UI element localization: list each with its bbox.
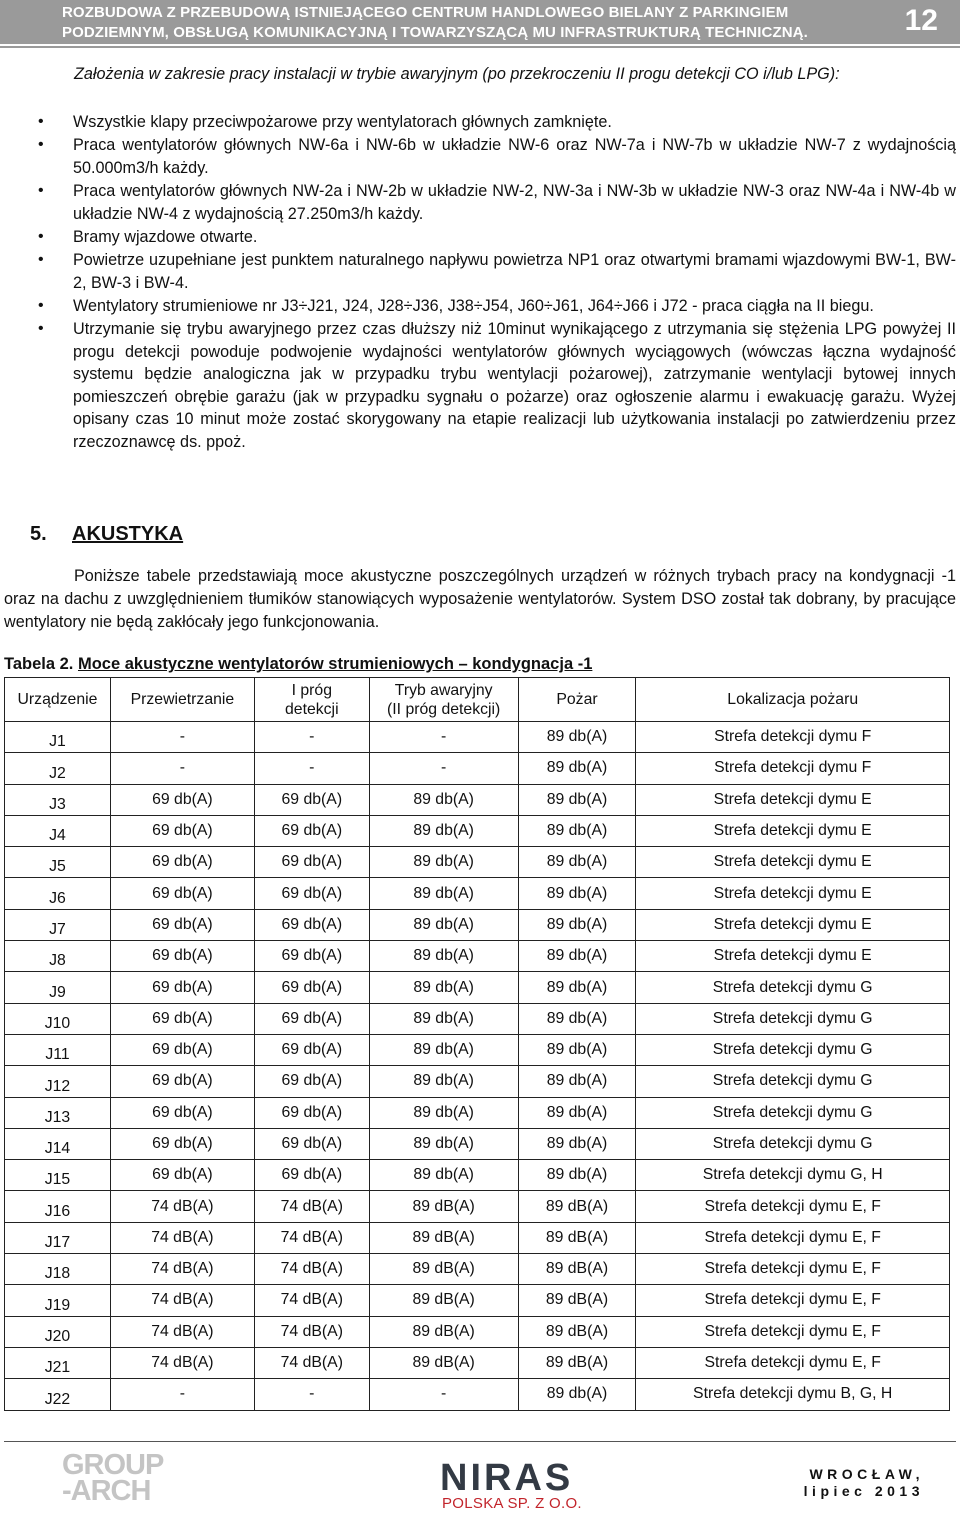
footer-date: lipiec 2013: [803, 1483, 924, 1499]
table-cell: 74 dB(A): [254, 1191, 369, 1222]
section-intro-text: Poniższe tabele przedstawiają moce akustyczne poszczególnych urządzeń w różnych trybach pracy na kondygnacji -1 oraz na dachu z uwzględnieniem tłumików stanowiących wyposażenie wentylatorów. System DSO został tak dobrany, by pracujące wentylatory nie będą zakłócały jego funkcjonowania.: [4, 567, 956, 631]
table-cell: Strefa detekcji dymu E, F: [636, 1254, 950, 1285]
niras-logo-subtitle: POLSKA SP. Z O.O.: [442, 1495, 582, 1512]
table-cell: J10: [5, 1003, 111, 1034]
bullet-icon: •: [38, 136, 44, 154]
table-cell: -: [369, 753, 518, 784]
table-cell: 89 dB(A): [518, 1347, 636, 1378]
logo-text: GROUP: [62, 1449, 164, 1481]
table-row: [5, 1034, 950, 1065]
table-cell: Strefa detekcji dymu G: [636, 1128, 950, 1159]
table-row: [5, 1254, 950, 1285]
table-cell: 89 db(A): [518, 753, 636, 784]
list-item: [0, 295, 960, 318]
table-cell: 74 dB(A): [110, 1285, 254, 1316]
table-cell: 69 db(A): [110, 878, 254, 909]
column-header-emergency-mode: [369, 678, 518, 722]
list-item-text: Powietrze uzupełniane jest punktem naturalnego napływu powietrza NP1 oraz otwartymi bramami wjazdowymi BW-1, BW-2, BW-3 i BW-4.: [73, 250, 956, 292]
table-cell: 74 dB(A): [110, 1191, 254, 1222]
table-cell: 69 db(A): [254, 878, 369, 909]
table-cell: 69 db(A): [254, 1160, 369, 1191]
table-cell: 89 db(A): [518, 909, 636, 940]
table-cell: 74 dB(A): [254, 1285, 369, 1316]
table-cell: 69 db(A): [110, 909, 254, 940]
table-cell: 69 db(A): [110, 1003, 254, 1034]
table-cell: 89 db(A): [369, 1160, 518, 1191]
header-title-line-2: PODZIEMNYM, OBSŁUGĄ KOMUNIKACYJNĄ I TOWARZYSZĄCĄ MU INFRASTRUKTURĄ TECHNICZNĄ.: [62, 24, 808, 41]
table-cell: 89 db(A): [369, 1003, 518, 1034]
table-cell: 89 db(A): [518, 941, 636, 972]
acoustic-power-table: [4, 677, 950, 1411]
table-cell: Strefa detekcji dymu E, F: [636, 1222, 950, 1253]
table-cell: 89 db(A): [369, 1128, 518, 1159]
table-cell: J12: [5, 1066, 111, 1097]
header-line: I próg: [291, 681, 332, 699]
table-cell: 89 dB(A): [518, 1285, 636, 1316]
table-cell: J6: [5, 878, 111, 909]
table-cell: 74 dB(A): [110, 1222, 254, 1253]
bullet-icon: •: [38, 319, 44, 337]
table-cell: 89 dB(A): [518, 1254, 636, 1285]
table-row: [5, 1191, 950, 1222]
table-cell: Strefa detekcji dymu E, F: [636, 1347, 950, 1378]
table-cell: J19: [5, 1285, 111, 1316]
table-cell: 74 dB(A): [110, 1254, 254, 1285]
table-cell: 69 db(A): [254, 1066, 369, 1097]
table-cell: 89 db(A): [369, 878, 518, 909]
table-cell: Strefa detekcji dymu F: [636, 722, 950, 753]
table-cell: J15: [5, 1160, 111, 1191]
table-cell: 89 dB(A): [369, 1254, 518, 1285]
table-cell: 89 db(A): [518, 847, 636, 878]
column-header-device: Urządzenie: [5, 678, 111, 722]
table-cell: 89 db(A): [518, 784, 636, 815]
list-item: [0, 226, 960, 249]
header-title-line-1: ROZBUDOWA Z PRZEBUDOWĄ ISTNIEJĄCEGO CENTRUM HANDLOWEGO BIELANY Z PARKINGIEM: [62, 4, 789, 21]
table-cell: 89 db(A): [518, 815, 636, 846]
group-arch-logo: [62, 1449, 164, 1507]
table-cell: 89 db(A): [369, 1097, 518, 1128]
table-cell: 69 db(A): [254, 1034, 369, 1065]
list-item-text: Wentylatory strumieniowe nr J3÷J21, J24, J28÷J36, J38÷J54, J60÷J61, J64÷J66 i J72 - praca ciągła na II biegu.: [73, 296, 874, 315]
table-cell: 89 db(A): [518, 1379, 636, 1410]
table-cell: Strefa detekcji dymu B, G, H: [636, 1379, 950, 1410]
table-cell: 69 db(A): [110, 1066, 254, 1097]
section-title: AKUSTYKA: [72, 523, 184, 545]
table-cell: 89 db(A): [518, 878, 636, 909]
page-header: [0, 0, 960, 44]
table-cell: 89 db(A): [369, 784, 518, 815]
table-cell: Strefa detekcji dymu E, F: [636, 1316, 950, 1347]
table-cell: 69 db(A): [110, 1034, 254, 1065]
table-cell: 74 dB(A): [110, 1316, 254, 1347]
footer-divider: [4, 1441, 956, 1442]
header-line: (II próg detekcji): [387, 700, 501, 718]
table-cell: 89 db(A): [369, 847, 518, 878]
table-row: [5, 753, 950, 784]
table-cell: J9: [5, 972, 111, 1003]
table-row: [5, 1379, 950, 1410]
logo-text: -ARCH: [62, 1475, 151, 1507]
footer-location: [804, 1466, 924, 1500]
table-row: [5, 972, 950, 1003]
table-cell: 89 db(A): [518, 1066, 636, 1097]
table-cell: J5: [5, 847, 111, 878]
table-cell: J3: [5, 784, 111, 815]
section-number: 5.: [30, 523, 47, 545]
table-cell: J4: [5, 815, 111, 846]
bullet-icon: •: [38, 113, 44, 130]
table-row: [5, 1347, 950, 1378]
bullet-icon: •: [38, 296, 44, 314]
table-header-row: [5, 678, 950, 722]
table-cell: 69 db(A): [254, 941, 369, 972]
table-cell: 69 db(A): [254, 1003, 369, 1034]
table-row: [5, 1160, 950, 1191]
page-number: 12: [904, 4, 938, 37]
table-caption: [4, 655, 592, 674]
table-cell: J17: [5, 1222, 111, 1253]
table-cell: 74 dB(A): [110, 1347, 254, 1378]
list-item-text: Praca wentylatorów głównych NW-6a i NW-6b w układzie NW-6 oraz NW-7a i NW-7b w układzie NW-7 z wydajnością 50.000m3/h każdy.: [73, 136, 956, 177]
table-row: [5, 909, 950, 940]
table-cell: 69 db(A): [254, 909, 369, 940]
table-row: [5, 878, 950, 909]
table-row: [5, 784, 950, 815]
table-row: [5, 1128, 950, 1159]
table-cell: 69 db(A): [110, 1128, 254, 1159]
table-cell: Strefa detekcji dymu E: [636, 941, 950, 972]
table-cell: -: [254, 722, 369, 753]
table-cell: Strefa detekcji dymu E, F: [636, 1191, 950, 1222]
table-cell: 89 dB(A): [518, 1316, 636, 1347]
table-cell: 74 dB(A): [254, 1347, 369, 1378]
assumptions-list: [0, 111, 960, 454]
assumptions-text: Założenia w zakresie pracy instalacji w trybie awaryjnym (po przekroczeniu II progu detekcji CO i/lub LPG):: [74, 65, 840, 83]
list-item: [0, 180, 960, 225]
table-cell: 69 db(A): [254, 972, 369, 1003]
column-header-ventilation: Przewietrzanie: [110, 678, 254, 722]
table-cell: Strefa detekcji dymu E: [636, 878, 950, 909]
table-cell: Strefa detekcji dymu F: [636, 753, 950, 784]
table-caption-prefix: Tabela 2.: [4, 655, 78, 673]
table-cell: 89 db(A): [369, 909, 518, 940]
table-row: [5, 847, 950, 878]
footer-city: WROCŁAW,: [809, 1466, 924, 1482]
table-cell: 89 db(A): [369, 941, 518, 972]
table-cell: 69 db(A): [110, 784, 254, 815]
table-cell: -: [110, 753, 254, 784]
table-cell: Strefa detekcji dymu E: [636, 815, 950, 846]
column-header-detection-1: [254, 678, 369, 722]
table-cell: 89 dB(A): [369, 1191, 518, 1222]
table-cell: 69 db(A): [110, 972, 254, 1003]
table-cell: 69 db(A): [254, 815, 369, 846]
table-cell: Strefa detekcji dymu E: [636, 784, 950, 815]
list-item-text: Bramy wjazdowe otwarte.: [73, 227, 258, 246]
table-cell: Strefa detekcji dymu E: [636, 909, 950, 940]
table-cell: J2: [5, 753, 111, 784]
table-cell: Strefa detekcji dymu E, F: [636, 1285, 950, 1316]
table-cell: 89 dB(A): [369, 1222, 518, 1253]
table-cell: Strefa detekcji dymu G: [636, 1066, 950, 1097]
list-item: [0, 111, 960, 134]
table-cell: J8: [5, 941, 111, 972]
table-cell: 89 db(A): [518, 972, 636, 1003]
table-cell: J1: [5, 722, 111, 753]
table-row: [5, 1066, 950, 1097]
table-body: [5, 722, 950, 1411]
table-cell: 89 dB(A): [518, 1222, 636, 1253]
table-cell: 89 db(A): [369, 972, 518, 1003]
list-item: [0, 134, 960, 179]
section-heading: [30, 523, 183, 546]
table-cell: 89 dB(A): [518, 1191, 636, 1222]
table-cell: 74 dB(A): [254, 1254, 369, 1285]
table-cell: 89 db(A): [518, 1034, 636, 1065]
table-cell: 89 db(A): [518, 1097, 636, 1128]
table-cell: Strefa detekcji dymu G: [636, 1097, 950, 1128]
table-cell: 89 db(A): [518, 1160, 636, 1191]
table-cell: 89 dB(A): [369, 1285, 518, 1316]
table-cell: J21: [5, 1347, 111, 1378]
table-row: [5, 1003, 950, 1034]
table-cell: J11: [5, 1034, 111, 1065]
table-row: [5, 1285, 950, 1316]
table-cell: 74 dB(A): [254, 1222, 369, 1253]
table-cell: J18: [5, 1254, 111, 1285]
table-cell: 89 db(A): [369, 1066, 518, 1097]
table-cell: J20: [5, 1316, 111, 1347]
column-header-fire: Pożar: [518, 678, 636, 722]
list-item: [0, 249, 960, 294]
table-cell: J16: [5, 1191, 111, 1222]
table-cell: -: [369, 1379, 518, 1410]
table-cell: 69 db(A): [254, 1128, 369, 1159]
table-row: [5, 941, 950, 972]
table-cell: -: [110, 1379, 254, 1410]
table-cell: Strefa detekcji dymu G, H: [636, 1160, 950, 1191]
table-caption-title: Moce akustyczne wentylatorów strumieniowych – kondygnacja -1: [77, 655, 593, 673]
table-cell: J7: [5, 909, 111, 940]
table-cell: Strefa detekcji dymu E: [636, 847, 950, 878]
table-cell: -: [254, 753, 369, 784]
table-cell: 89 dB(A): [369, 1347, 518, 1378]
header-line: detekcji: [285, 700, 339, 718]
niras-logo: NIRAS: [440, 1457, 574, 1499]
table-cell: 89 db(A): [369, 815, 518, 846]
header-line: Tryb awaryjny: [394, 681, 493, 699]
table-cell: 69 db(A): [254, 784, 369, 815]
column-header-fire-location: Lokalizacja pożaru: [636, 678, 950, 722]
list-item-text: Utrzymanie się trybu awaryjnego przez czas dłuższy niż 10minut wynikającego z utrzymania się stężenia LPG powyżej II progu detekcji powoduje podwojenie wydajności wentylatorów głównych wyciągowych (wówczas łączna wydajność systemu będzie analogiczna jak w przypadku trybu wentylacji pożarowej), zatrzymanie wentylacji bytowej innych pomieszczeń obrębie garażu (jak w przypadku sygnału o pożarze) oraz ogłoszenie alarmu i ewakuację garażu. Wyżej opisany czas 10 minut może zostać skorygowany na etapie realizacji lub użytkowania instalacji po zatwierdzeniu przez rzeczoznawcę ds. ppoż.: [73, 319, 956, 451]
table-cell: J22: [5, 1379, 111, 1410]
table-cell: 69 db(A): [254, 847, 369, 878]
table-cell: Strefa detekcji dymu G: [636, 1034, 950, 1065]
table-cell: J13: [5, 1097, 111, 1128]
table-row: [5, 1222, 950, 1253]
bullet-icon: •: [38, 227, 44, 245]
table-cell: Strefa detekcji dymu G: [636, 972, 950, 1003]
header-divider: [0, 46, 960, 48]
table-cell: 69 db(A): [110, 815, 254, 846]
table-row: [5, 722, 950, 753]
list-item-text: Wszystkie klapy przeciwpożarowe przy wentylatorach głównych zamknięte.: [73, 113, 612, 131]
table-row: [5, 1097, 950, 1128]
table-cell: -: [254, 1379, 369, 1410]
table-cell: 89 db(A): [369, 1034, 518, 1065]
list-item-text: Praca wentylatorów głównych NW-2a i NW-2b w układzie NW-2, NW-3a i NW-3b w układzie NW-3 oraz NW-4a i NW-4b w układzie NW-4 z wydajnością 27.250m3/h każdy.: [73, 181, 956, 223]
table-cell: 89 db(A): [518, 1003, 636, 1034]
table-cell: 69 db(A): [110, 847, 254, 878]
table-cell: 69 db(A): [110, 1160, 254, 1191]
table-cell: -: [110, 722, 254, 753]
table-cell: 89 db(A): [518, 722, 636, 753]
table-cell: 74 dB(A): [254, 1316, 369, 1347]
table-cell: 69 db(A): [110, 941, 254, 972]
table-row: [5, 815, 950, 846]
bullet-icon: •: [38, 181, 44, 199]
bullet-icon: •: [38, 250, 44, 268]
table-cell: Strefa detekcji dymu G: [636, 1003, 950, 1034]
table-cell: -: [369, 722, 518, 753]
table-cell: J14: [5, 1128, 111, 1159]
table-cell: 69 db(A): [254, 1097, 369, 1128]
table-cell: 69 db(A): [110, 1097, 254, 1128]
table-cell: 89 db(A): [518, 1128, 636, 1159]
table-cell: 89 dB(A): [369, 1316, 518, 1347]
table-row: [5, 1316, 950, 1347]
list-item: [0, 318, 960, 454]
